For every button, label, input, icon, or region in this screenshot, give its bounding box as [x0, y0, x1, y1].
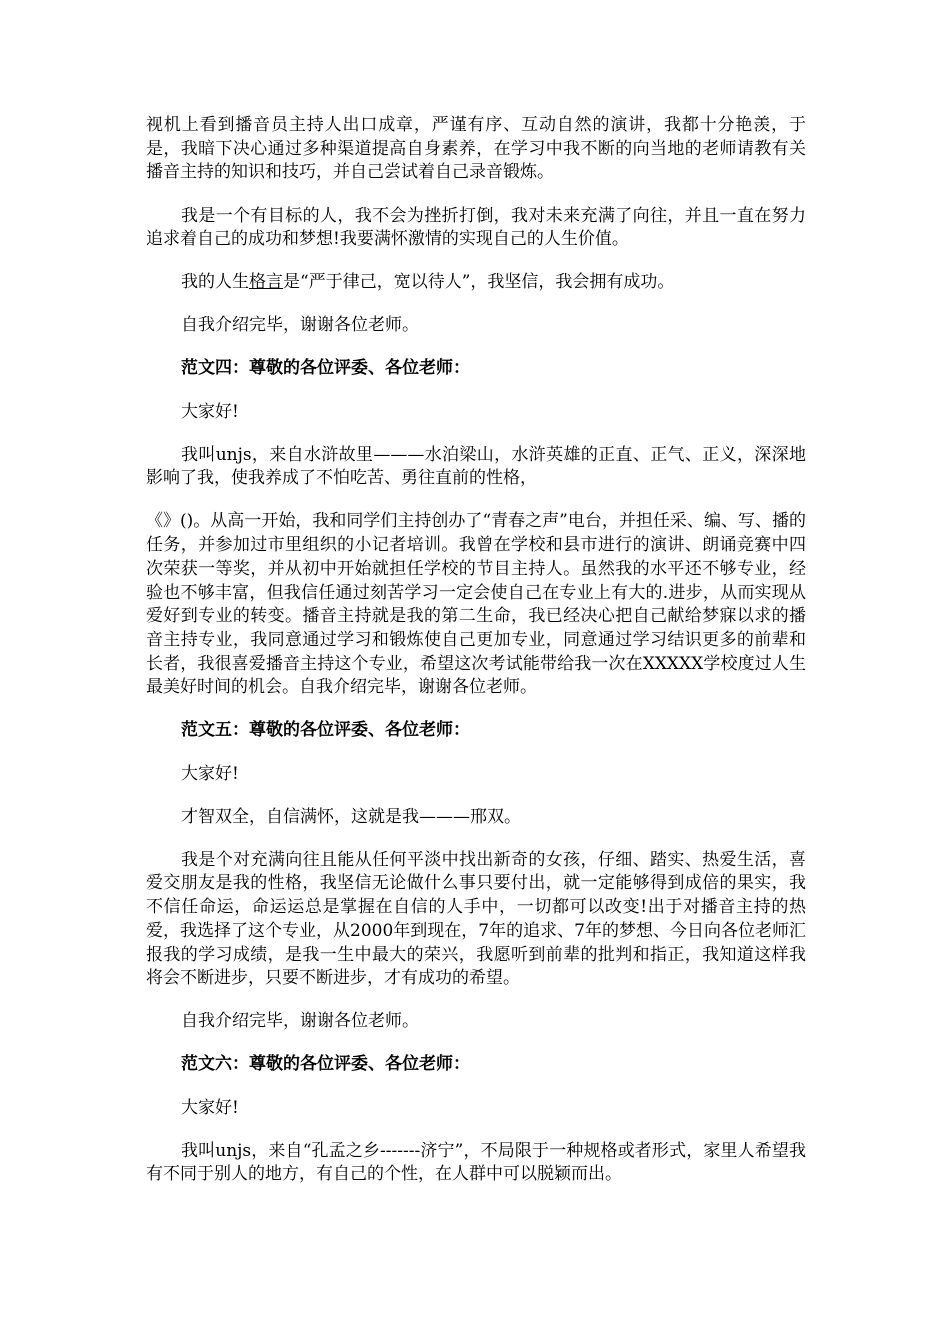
paragraph-greeting: [146, 1097, 806, 1121]
paragraph-intro-name: [146, 444, 806, 491]
paragraph-greeting: [146, 763, 806, 787]
motto-link[interactable]: 格言: [249, 272, 283, 293]
document-body: [146, 114, 806, 1206]
paragraph-personality: [146, 849, 806, 991]
section-heading-5: [146, 719, 806, 743]
paragraph-text: 《》()。从高一开始，我和同学们主持创办了“青春之声”电台，并担任采、编、写、播的任务，并参加过市里组织的小记者培训。我曾在学校和县市进行的演讲、朗诵竞赛中四次荣获一等奖，并从初中开始就担任学校的节目主持人。虽然我的水平还不够专业，经验也不够丰富，但我信任通过刻苦学习一定会使自己在专业上有大的.进步，从而实现从爱好到专业的转变。播音主持就是我的第二生命，我已经决心把自己献给梦寐以求的播音主持专业，我同意通过学习和锻炼使自己更加专业，同意通过学习结识更多的前辈和长者，我很喜爱播音主持这个专业，希望这次考试能带给我一次在XXXXX学校度过人生最美好时间的机会。自我介绍完毕，谢谢各位老师。: [146, 511, 806, 698]
heading-text: 范文五：尊敬的各位评委、各位老师：: [181, 720, 470, 741]
heading-text: 范文四：尊敬的各位评委、各位老师：: [181, 358, 470, 379]
paragraph-closing: [146, 314, 806, 338]
paragraph-text: 自我介绍完毕，谢谢各位老师。: [181, 315, 419, 336]
paragraph-text: 是“严于律己，宽以待人”，我坚信，我会拥有成功。: [283, 272, 675, 293]
paragraph-text: 大家好!: [181, 763, 239, 784]
paragraph-text: 才智双全，自信满怀，这就是我———邢双。: [181, 806, 521, 827]
paragraph-text: 自我介绍完毕，谢谢各位老师。: [181, 1011, 419, 1032]
paragraph-text: 我是个对充满向往且能从任何平淡中找出新奇的女孩，仔细、踏实、热爱生活，喜爱交朋友是我的性格，我坚信无论做什么事只要付出，就一定能够得到成倍的果实，我不信任命运，命运运总是掌握在自信的人手中，一切都可以改变!出于对播音主持的热爱，我选择了这个专业，从2000年到现在，7年的追求、7年的梦想、今日向各位老师汇报我的学习成绩，是我一生中最大的荣兴，我愿听到前辈的批判和指正，我知道这样我将会不断进步，只要不断进步，才有成功的希望。: [146, 849, 806, 989]
paragraph-experience: [146, 510, 806, 700]
paragraph-text: 我叫unjs，来自“孔孟之乡-------济宁”，不局限于一种规格或者形式，家里人希望我有不同于别人的地方，有自己的个性，在人群中可以脱颖而出。: [146, 1140, 806, 1185]
paragraph-text: 我是一个有目标的人，我不会为挫折打倒，我对未来充满了向往，并且一直在努力追求着自己的成功和梦想!我要满怀激情的实现自己的人生价值。: [146, 205, 806, 250]
paragraph-motto: [146, 271, 806, 295]
paragraph-text: 大家好!: [181, 401, 239, 422]
section-heading-6: [146, 1053, 806, 1077]
section-heading-4: [146, 357, 806, 381]
paragraph-greeting: [146, 401, 806, 425]
heading-text: 范文六：尊敬的各位评委、各位老师：: [181, 1054, 470, 1075]
paragraph-closing: [146, 1010, 806, 1034]
paragraph-self-intro: [146, 806, 806, 830]
paragraph-text: 大家好!: [181, 1097, 239, 1118]
paragraph-text: 我的人生: [181, 272, 249, 293]
paragraph-hometown: [146, 1140, 806, 1187]
paragraph-goal: [146, 205, 806, 252]
paragraph-continued-intro: [146, 114, 806, 185]
paragraph-text: 我叫unjs，来自水浒故里———水泊梁山，水浒英雄的正直、正气、正义，深深地影响了我，使我养成了不怕吃苦、勇往直前的性格，: [146, 444, 806, 489]
paragraph-text: 视机上看到播音员主持人出口成章，严谨有序、互动自然的演讲，我都十分艳羡，于是，我暗下决心通过多种渠道提高自身素养，在学习中我不断的向当地的老师请教有关播音主持的知识和技巧，并自己尝试着自己录音锻炼。: [146, 115, 806, 183]
